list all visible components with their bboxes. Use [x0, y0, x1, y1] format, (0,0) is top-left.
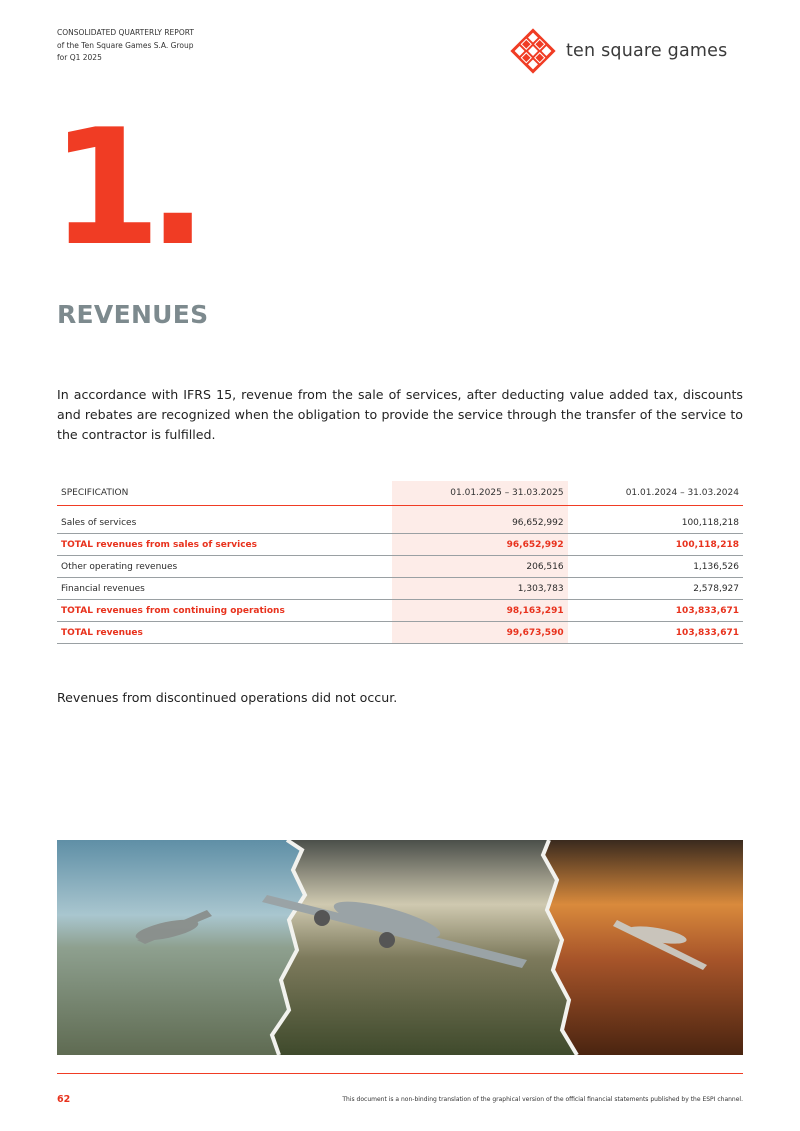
- row-value-2025: 206,516: [392, 556, 567, 578]
- aircraft-banner-image: [57, 840, 743, 1055]
- table-row-total: [57, 600, 743, 622]
- logo-text: ten square games: [566, 41, 728, 61]
- page-number: 62: [57, 1094, 71, 1105]
- row-value-2024: 2,578,927: [568, 578, 743, 600]
- section-title: REVENUES: [57, 300, 209, 329]
- footer-divider: [57, 1073, 743, 1074]
- row-value-2024: 100,118,218: [568, 512, 743, 534]
- header-period-2025: 01.01.2025 – 31.03.2025: [392, 481, 567, 506]
- report-header: [57, 27, 194, 65]
- row-label: TOTAL revenues from continuing operations: [57, 600, 392, 622]
- row-value-2024: 1,136,526: [568, 556, 743, 578]
- table-header-row: [57, 481, 743, 506]
- table-row: [57, 512, 743, 534]
- row-label: Financial revenues: [57, 578, 392, 600]
- discontinued-operations-note: Revenues from discontinued operations did not occur.: [57, 690, 398, 705]
- revenue-table: [57, 481, 743, 644]
- row-label: TOTAL revenues from sales of services: [57, 534, 392, 556]
- row-value-2025: 96,652,992: [392, 534, 567, 556]
- report-company: of the Ten Square Games S.A. Group: [57, 40, 194, 50]
- row-value-2025: 99,673,590: [392, 622, 567, 644]
- table-row-total: [57, 534, 743, 556]
- logo-diamond-icon: [510, 28, 556, 74]
- intro-paragraph: In accordance with IFRS 15, revenue from the sale of services, after deducting value added tax, discounts and rebates are recognized when the obligation to provide the service through the transfer of the service to the contractor is fulfilled.: [57, 387, 743, 442]
- row-value-2024: 100,118,218: [568, 534, 743, 556]
- table-row-total: [57, 622, 743, 644]
- header-specification: SPECIFICATION: [57, 481, 392, 506]
- row-value-2024: 103,833,671: [568, 622, 743, 644]
- banner-illustration: [57, 840, 743, 1055]
- row-label: Sales of services: [57, 512, 392, 534]
- footer-disclaimer: This document is a non-binding translation of the graphical version of the official financial statements published by the ESPI channel.: [342, 1096, 743, 1103]
- row-label: TOTAL revenues: [57, 622, 392, 644]
- row-label: Other operating revenues: [57, 556, 392, 578]
- report-title: CONSOLIDATED QUARTERLY REPORT: [57, 28, 194, 37]
- section-number: 1.: [50, 94, 195, 281]
- row-value-2025: 1,303,783: [392, 578, 567, 600]
- row-value-2025: 96,652,992: [392, 512, 567, 534]
- table-row: [57, 578, 743, 600]
- header-period-2024: 01.01.2024 – 31.03.2024: [568, 481, 743, 506]
- report-period: for Q1 2025: [57, 53, 102, 62]
- company-logo: [510, 28, 727, 74]
- row-value-2025: 98,163,291: [392, 600, 567, 622]
- row-value-2024: 103,833,671: [568, 600, 743, 622]
- table-row: [57, 556, 743, 578]
